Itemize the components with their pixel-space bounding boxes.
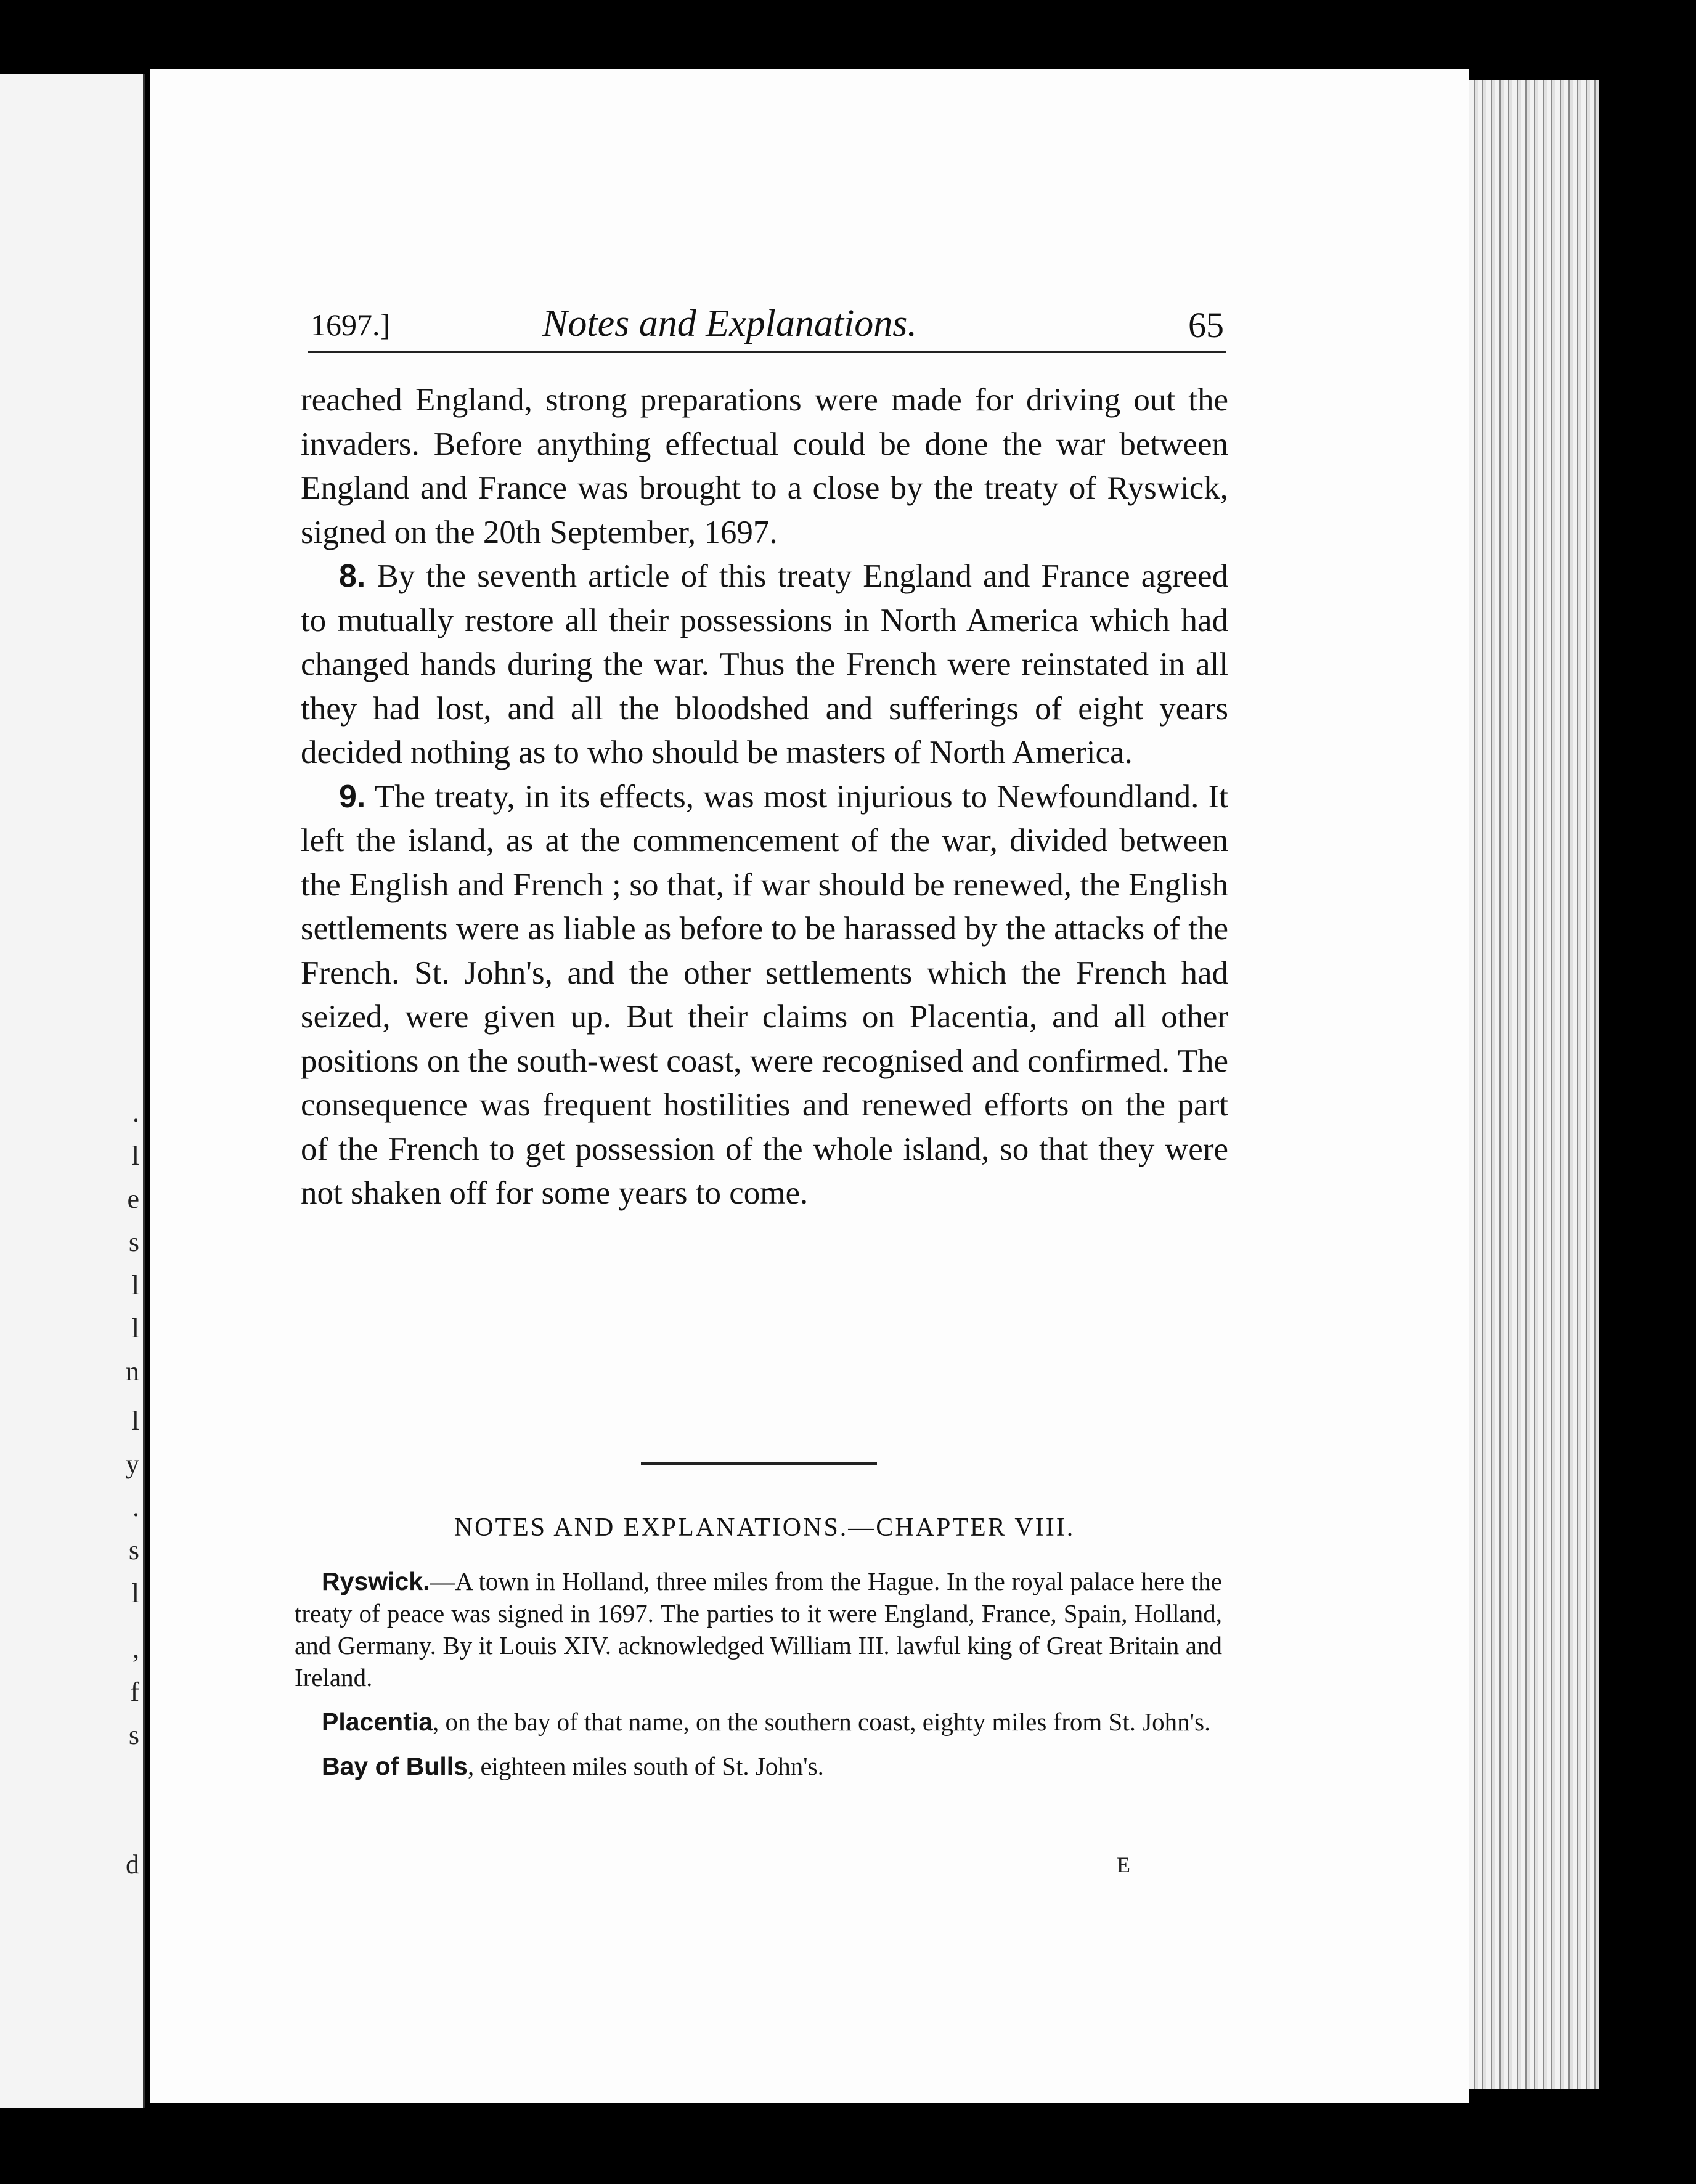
body-text	[301, 378, 1228, 1216]
note-term: Bay of Bulls	[322, 1752, 468, 1780]
page-edges	[1469, 80, 1599, 2089]
section-divider	[641, 1462, 877, 1465]
facing-page-fragment: f	[130, 1677, 139, 1707]
facing-page	[0, 74, 145, 2108]
note-entry	[295, 1706, 1222, 1738]
facing-page-fragment: l	[131, 1406, 139, 1436]
facing-page-fragment: ,	[132, 1634, 139, 1664]
note-text: , on the bay of that name, on the southern coast, eighty miles from St. John's.	[433, 1708, 1211, 1736]
note-term: Placentia	[322, 1708, 433, 1736]
paragraph-text: The treaty, in its effects, was most injurious to Newfoundland. It left the island, as at the commencement of the war, divided between the English and French ; so that, if war should be renewed, the English settlements were as liable as before to be harassed by the attacks of the French. St. John's, and the other settlements which the French had seized, were given up. But their claims on Placentia, and all other positions on the south-west coast, were recognised and confirmed. The consequence was frequent hostilities and renewed efforts on the part of the French to get possession of the whole island, so that they were not shaken off for some years to come.	[301, 778, 1228, 1211]
paragraph-number: 9.	[339, 778, 366, 815]
facing-page-fragment: y	[126, 1449, 139, 1479]
note-entry	[295, 1565, 1222, 1693]
page-number: 65	[1188, 305, 1224, 345]
note-text: , eighteen miles south of St. John's.	[467, 1752, 824, 1780]
paragraph-continued: reached England, strong preparations were made for driving out the invaders. Before anything effectual could be done the war between England and France was brought to a close by the treaty of Ryswick, signed on the 20th September, 1697.	[301, 382, 1228, 550]
facing-page-fragment: l	[131, 1578, 139, 1608]
note-entry	[295, 1750, 1222, 1782]
facing-page-fragment: s	[128, 1227, 139, 1257]
paragraph-number: 8.	[339, 558, 366, 594]
note-text: —A town in Holland, three miles from the Hague. In the royal palace here the treaty of peace was signed in 1697. The parties to it were England, France, Spain, Holland, and Germany. By it Louis XIV. acknowledged William III. lawful king of Great Britain and Ireland.	[295, 1567, 1222, 1692]
facing-page-fragment: s	[128, 1720, 139, 1750]
paragraph-9	[301, 775, 1228, 1216]
facing-page-fragment: l	[131, 1313, 139, 1343]
facing-page-fragment: .	[132, 1492, 139, 1522]
printer-signature-mark: E	[1117, 1852, 1130, 1877]
facing-page-fragment: s	[128, 1535, 139, 1565]
notes-list	[295, 1565, 1222, 1795]
facing-page-fragment: n	[126, 1356, 139, 1387]
running-header	[308, 302, 1226, 353]
chapter-heading: NOTES AND EXPLANATIONS.—CHAPTER VIII.	[454, 1514, 1075, 1542]
facing-page-fragment: e	[127, 1184, 139, 1214]
facing-page-fragment: .	[132, 1098, 139, 1128]
paragraph-8	[301, 555, 1228, 775]
facing-page-fragment: d	[126, 1849, 139, 1880]
header-title: Notes and Explanations.	[542, 303, 917, 344]
paragraph-text: By the seventh article of this treaty England and France agreed to mutually restore all their possessions in North America which had changed hands during the war. Thus the French were reinstated in all they had lost, and all the bloodshed and sufferings of eight years decided nothing as to who should be masters of North America.	[301, 558, 1228, 770]
facing-page-fragment: l	[131, 1141, 139, 1171]
facing-page-fragment: l	[131, 1270, 139, 1300]
header-year: 1697.]	[311, 308, 391, 342]
note-term: Ryswick.	[322, 1567, 430, 1595]
